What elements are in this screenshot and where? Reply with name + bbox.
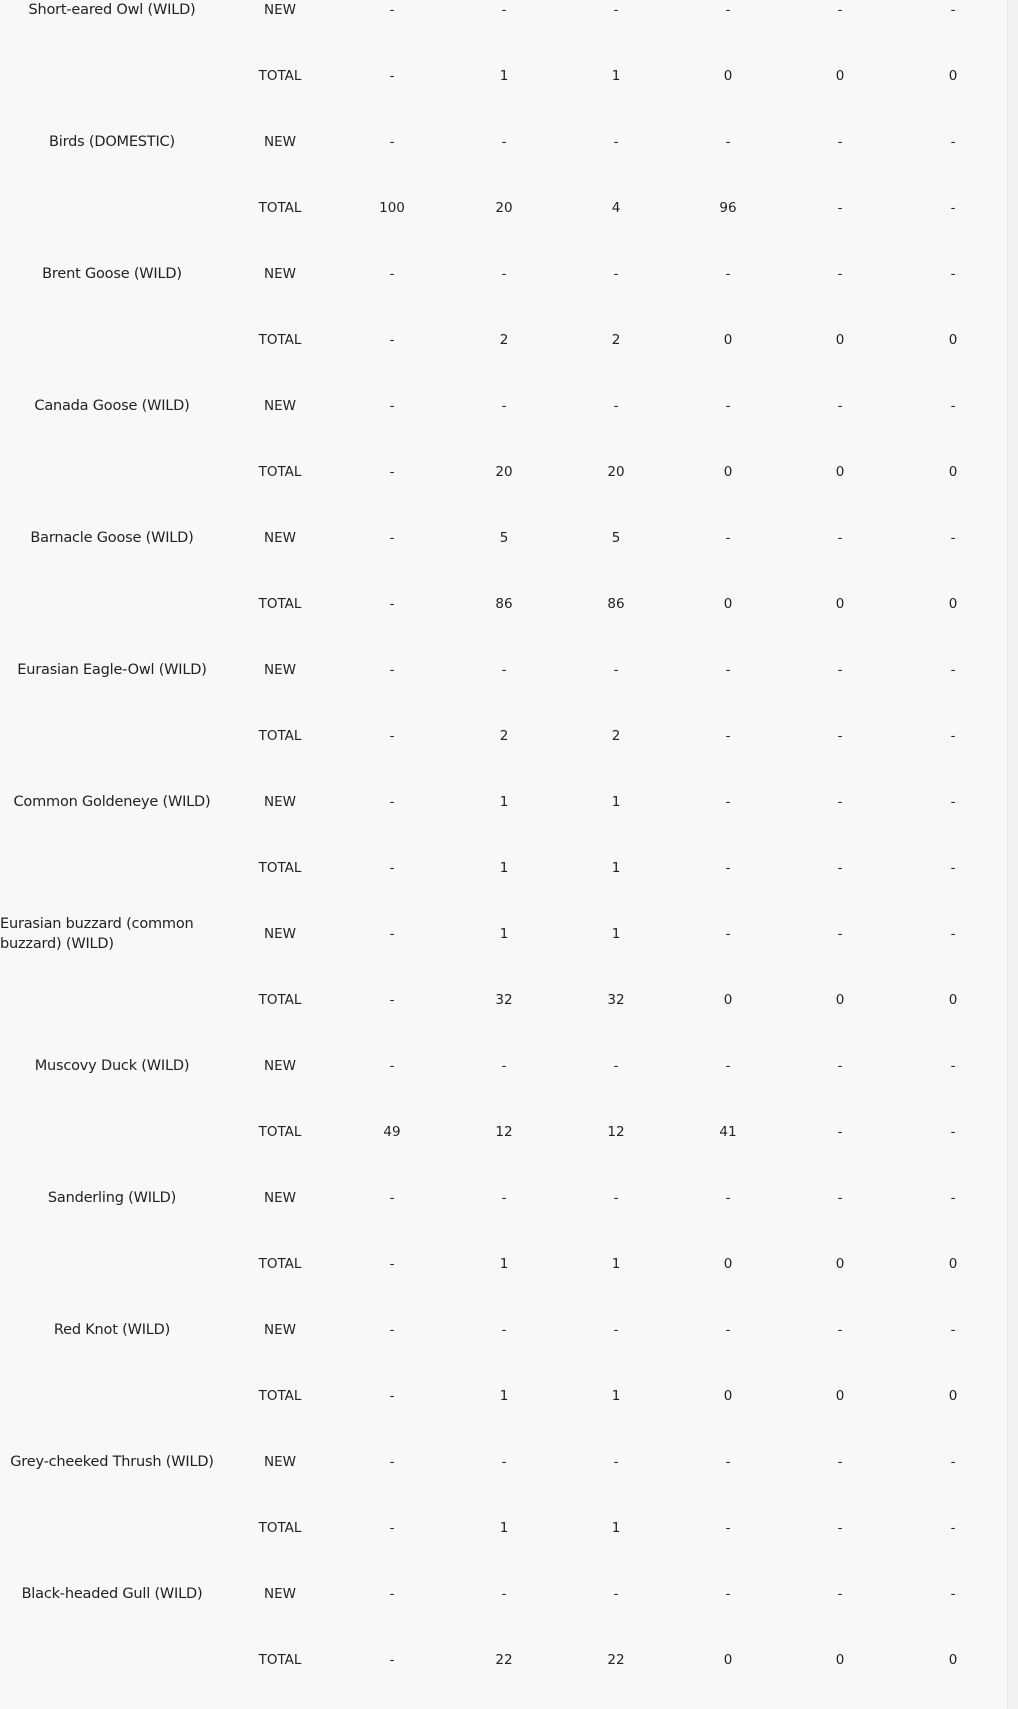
new-label: NEW xyxy=(264,662,296,678)
new-value-cell: - xyxy=(501,266,507,282)
new-row xyxy=(224,1584,1008,1604)
new-value-cell: 5 xyxy=(499,530,509,546)
total-value-cell: - xyxy=(389,1652,395,1668)
new-value-cell: - xyxy=(613,2,619,18)
new-label: NEW xyxy=(264,266,296,282)
new-value-cell: - xyxy=(837,794,843,810)
new-value-cell: - xyxy=(613,266,619,282)
new-value-cell: - xyxy=(389,794,395,810)
total-value-cell: 2 xyxy=(499,332,509,348)
total-value-cell: - xyxy=(725,860,731,876)
total-value-cell: 0 xyxy=(835,596,845,612)
total-value-cell: 0 xyxy=(948,1256,958,1272)
total-value-cell: - xyxy=(389,332,395,348)
new-value-cell: - xyxy=(613,134,619,150)
new-value-cell: - xyxy=(725,662,731,678)
total-value-cell: - xyxy=(389,992,395,1008)
total-label: TOTAL xyxy=(258,68,302,84)
total-value-cell: 0 xyxy=(835,1256,845,1272)
new-value-cell: - xyxy=(389,134,395,150)
new-value-cell: - xyxy=(501,1586,507,1602)
new-row xyxy=(224,1056,1008,1076)
species-name: Eurasian buzzard (common buzzard) (WILD) xyxy=(0,916,194,952)
new-value-cell: - xyxy=(725,926,731,942)
total-value-cell: 0 xyxy=(723,464,733,480)
species-name: Birds (DOMESTIC) xyxy=(49,134,175,150)
total-value-cell: 0 xyxy=(723,596,733,612)
new-value-cell: - xyxy=(950,1322,956,1338)
total-value-cell: 0 xyxy=(948,1388,958,1404)
total-label: TOTAL xyxy=(258,1388,302,1404)
total-value-cell: - xyxy=(950,1124,956,1140)
new-value-cell: - xyxy=(725,134,731,150)
species-group xyxy=(0,604,1008,744)
total-value-cell: 1 xyxy=(499,1388,509,1404)
new-value-cell: - xyxy=(389,530,395,546)
total-value-cell: 1 xyxy=(611,860,621,876)
total-value-cell: 1 xyxy=(499,1520,509,1536)
total-value-cell: 0 xyxy=(723,332,733,348)
species-group xyxy=(0,76,1008,216)
new-value-cell: - xyxy=(613,1190,619,1206)
total-value-cell: 100 xyxy=(379,200,405,216)
new-value-cell: - xyxy=(501,662,507,678)
new-value-cell: - xyxy=(389,1586,395,1602)
new-value-cell: - xyxy=(389,2,395,18)
new-row xyxy=(224,264,1008,284)
total-value-cell: - xyxy=(389,464,395,480)
total-value-cell: 32 xyxy=(607,992,625,1008)
new-value-cell: - xyxy=(837,1586,843,1602)
total-value-cell: 22 xyxy=(607,1652,625,1668)
new-value-cell: - xyxy=(950,662,956,678)
total-value-cell: 0 xyxy=(723,1652,733,1668)
new-value-cell: - xyxy=(389,398,395,414)
new-value-cell: - xyxy=(389,1454,395,1470)
new-value-cell: - xyxy=(950,134,956,150)
total-value-cell: 22 xyxy=(495,1652,513,1668)
new-value-cell: - xyxy=(613,1586,619,1602)
total-value-cell: 1 xyxy=(499,68,509,84)
new-value-cell: - xyxy=(950,1586,956,1602)
new-row xyxy=(224,1452,1008,1472)
total-value-cell: 49 xyxy=(383,1124,401,1140)
total-value-cell: 2 xyxy=(611,728,621,744)
new-value-cell: - xyxy=(389,266,395,282)
new-value-cell: - xyxy=(950,794,956,810)
total-value-cell: 4 xyxy=(611,200,621,216)
new-value-cell: - xyxy=(613,1454,619,1470)
total-value-cell: 32 xyxy=(495,992,513,1008)
species-name: Eurasian Eagle-Owl (WILD) xyxy=(17,662,207,678)
total-label: TOTAL xyxy=(258,1652,302,1668)
new-value-cell: 1 xyxy=(499,794,509,810)
new-value-cell: - xyxy=(501,2,507,18)
new-value-cell: - xyxy=(950,1058,956,1074)
new-value-cell: - xyxy=(613,1058,619,1074)
total-value-cell: - xyxy=(950,1520,956,1536)
total-value-cell: - xyxy=(389,1520,395,1536)
total-value-cell: - xyxy=(389,728,395,744)
new-value-cell: - xyxy=(501,134,507,150)
new-value-cell: - xyxy=(837,1454,843,1470)
total-value-cell: - xyxy=(837,1520,843,1536)
new-value-cell: - xyxy=(389,1190,395,1206)
new-value-cell: - xyxy=(837,398,843,414)
total-value-cell: - xyxy=(837,860,843,876)
total-value-cell: 0 xyxy=(948,596,958,612)
total-value-cell: 1 xyxy=(499,1256,509,1272)
new-value-cell: - xyxy=(501,1454,507,1470)
total-value-cell: 41 xyxy=(719,1124,737,1140)
total-value-cell: - xyxy=(725,728,731,744)
species-name: Sanderling (WILD) xyxy=(47,1190,177,1206)
new-label: NEW xyxy=(264,1586,296,1602)
species-group xyxy=(0,472,1008,612)
species-group xyxy=(0,1000,1008,1140)
total-value-cell: 20 xyxy=(495,200,513,216)
new-value-cell: - xyxy=(725,266,731,282)
new-value-cell: - xyxy=(725,1322,731,1338)
total-value-cell: 0 xyxy=(948,1652,958,1668)
total-row xyxy=(224,1650,1008,1670)
species-group xyxy=(0,208,1008,348)
total-value-cell: 1 xyxy=(611,1256,621,1272)
new-label: NEW xyxy=(264,1058,296,1074)
new-row xyxy=(224,792,1008,812)
new-value-cell: - xyxy=(837,662,843,678)
new-value-cell: - xyxy=(837,1190,843,1206)
new-value-cell: - xyxy=(950,1454,956,1470)
new-value-cell: - xyxy=(837,2,843,18)
total-value-cell: - xyxy=(389,1388,395,1404)
species-name: Red Knot (WILD) xyxy=(53,1322,171,1338)
new-row xyxy=(224,660,1008,680)
new-value-cell: 1 xyxy=(611,926,621,942)
new-label: NEW xyxy=(264,794,296,810)
species-name: Grey-cheeked Thrush (WILD) xyxy=(10,1454,214,1470)
new-label: NEW xyxy=(264,926,296,942)
total-value-cell: 1 xyxy=(611,1388,621,1404)
total-value-cell: 1 xyxy=(611,68,621,84)
new-value-cell: - xyxy=(837,1058,843,1074)
species-group xyxy=(0,1528,1008,1668)
total-value-cell: - xyxy=(725,1520,731,1536)
total-value-cell: - xyxy=(950,728,956,744)
total-label: TOTAL xyxy=(258,1520,302,1536)
new-row xyxy=(224,132,1008,152)
species-group xyxy=(0,736,1008,876)
new-value-cell: 1 xyxy=(499,926,509,942)
new-value-cell: - xyxy=(837,134,843,150)
species-group xyxy=(0,340,1008,480)
species-name: Common Goldeneye (WILD) xyxy=(13,794,211,810)
species-name: Muscovy Duck (WILD) xyxy=(34,1058,190,1074)
total-value-cell: 0 xyxy=(835,1652,845,1668)
new-value-cell: - xyxy=(501,1322,507,1338)
new-value-cell: - xyxy=(837,266,843,282)
new-value-cell: - xyxy=(389,1058,395,1074)
total-value-cell: 0 xyxy=(835,332,845,348)
new-value-cell: - xyxy=(725,530,731,546)
species-group xyxy=(0,1264,1008,1404)
new-value-cell: - xyxy=(725,2,731,18)
new-label: NEW xyxy=(264,2,296,18)
new-value-cell: - xyxy=(725,398,731,414)
total-value-cell: 12 xyxy=(495,1124,513,1140)
total-value-cell: 0 xyxy=(948,464,958,480)
new-value-cell: 1 xyxy=(611,794,621,810)
new-label: NEW xyxy=(264,1454,296,1470)
new-value-cell: - xyxy=(950,1190,956,1206)
total-label: TOTAL xyxy=(258,200,302,216)
total-value-cell: 0 xyxy=(723,992,733,1008)
new-row xyxy=(224,0,1008,20)
species-group xyxy=(0,868,1008,1008)
new-value-cell: - xyxy=(501,1058,507,1074)
new-value-cell: - xyxy=(837,530,843,546)
total-value-cell: - xyxy=(837,200,843,216)
total-value-cell: 0 xyxy=(948,992,958,1008)
new-value-cell: - xyxy=(725,1454,731,1470)
new-value-cell: - xyxy=(950,398,956,414)
scrollbar-track[interactable] xyxy=(1007,0,1018,1709)
total-value-cell: 1 xyxy=(499,860,509,876)
total-value-cell: - xyxy=(389,1256,395,1272)
total-value-cell: 20 xyxy=(495,464,513,480)
total-value-cell: - xyxy=(389,596,395,612)
new-value-cell: - xyxy=(389,1322,395,1338)
new-value-cell: - xyxy=(950,926,956,942)
total-label: TOTAL xyxy=(258,1256,302,1272)
total-value-cell: 1 xyxy=(611,1520,621,1536)
new-row xyxy=(224,1188,1008,1208)
total-value-cell: 2 xyxy=(499,728,509,744)
total-label: TOTAL xyxy=(258,1124,302,1140)
new-value-cell: 5 xyxy=(611,530,621,546)
new-label: NEW xyxy=(264,1190,296,1206)
total-value-cell: - xyxy=(950,200,956,216)
new-value-cell: - xyxy=(389,926,395,942)
total-value-cell: 0 xyxy=(835,1388,845,1404)
new-label: NEW xyxy=(264,1322,296,1338)
species-name: Brent Goose (WILD) xyxy=(42,266,182,282)
species-name: Short-eared Owl (WILD) xyxy=(28,2,196,18)
new-value-cell: - xyxy=(950,530,956,546)
species-group xyxy=(0,1132,1008,1272)
new-value-cell: - xyxy=(613,662,619,678)
new-value-cell: - xyxy=(725,1058,731,1074)
total-value-cell: - xyxy=(837,1124,843,1140)
new-value-cell: - xyxy=(613,1322,619,1338)
species-group xyxy=(0,1396,1008,1536)
total-label: TOTAL xyxy=(258,728,302,744)
total-label: TOTAL xyxy=(258,596,302,612)
new-label: NEW xyxy=(264,530,296,546)
species-name: Black-headed Gull (WILD) xyxy=(21,1586,203,1602)
new-value-cell: - xyxy=(725,1586,731,1602)
total-label: TOTAL xyxy=(258,860,302,876)
species-name: Canada Goose (WILD) xyxy=(34,398,190,414)
total-value-cell: 96 xyxy=(719,200,737,216)
new-value-cell: - xyxy=(389,662,395,678)
total-value-cell: 0 xyxy=(948,332,958,348)
total-value-cell: - xyxy=(389,860,395,876)
new-value-cell: - xyxy=(837,926,843,942)
total-value-cell: 0 xyxy=(723,1388,733,1404)
new-label: NEW xyxy=(264,398,296,414)
total-value-cell: - xyxy=(389,68,395,84)
new-label: NEW xyxy=(264,134,296,150)
new-row xyxy=(224,1320,1008,1340)
total-label: TOTAL xyxy=(258,464,302,480)
total-value-cell: 86 xyxy=(607,596,625,612)
total-value-cell: 0 xyxy=(723,68,733,84)
new-value-cell: - xyxy=(950,2,956,18)
total-label: TOTAL xyxy=(258,332,302,348)
total-label: TOTAL xyxy=(258,992,302,1008)
new-value-cell: - xyxy=(613,398,619,414)
new-row xyxy=(224,396,1008,416)
total-value-cell: - xyxy=(837,728,843,744)
total-value-cell: 0 xyxy=(835,68,845,84)
species-name: Barnacle Goose (WILD) xyxy=(30,530,194,546)
total-value-cell: 20 xyxy=(607,464,625,480)
total-value-cell: 0 xyxy=(835,992,845,1008)
species-group xyxy=(0,0,1008,84)
new-row xyxy=(224,528,1008,548)
total-value-cell: 2 xyxy=(611,332,621,348)
total-value-cell: 86 xyxy=(495,596,513,612)
total-value-cell: 12 xyxy=(607,1124,625,1140)
new-value-cell: - xyxy=(501,398,507,414)
total-value-cell: - xyxy=(950,860,956,876)
new-value-cell: - xyxy=(501,1190,507,1206)
total-value-cell: 0 xyxy=(835,464,845,480)
new-value-cell: - xyxy=(725,1190,731,1206)
new-value-cell: - xyxy=(950,266,956,282)
new-row xyxy=(224,924,1008,944)
new-value-cell: - xyxy=(837,1322,843,1338)
total-value-cell: 0 xyxy=(948,68,958,84)
new-value-cell: - xyxy=(725,794,731,810)
total-value-cell: 0 xyxy=(723,1256,733,1272)
